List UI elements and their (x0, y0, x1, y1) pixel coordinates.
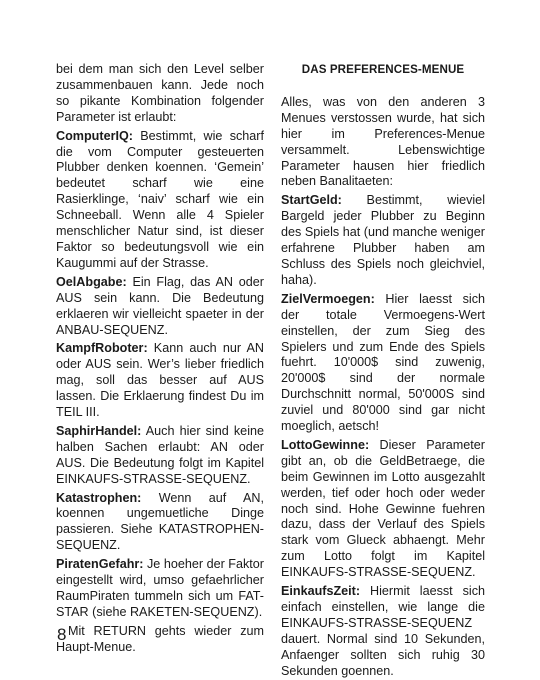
entry-start-geld (281, 193, 485, 288)
entry-kampf-roboter (56, 341, 264, 421)
entry-computer-iq (56, 129, 264, 272)
entry-oel-abgabe (56, 275, 264, 339)
entry-text: Wenn auf AN, koennen ungemuetliche Dinge passieren. Siehe KATASTROPHEN-SEQUENZ. (56, 490, 264, 553)
entry-term: StartGeld: (281, 193, 342, 208)
entry-katastrophen (56, 491, 264, 555)
left-closing-paragraph: Mit RETURN gehts wieder zum Haupt-Menue. (56, 623, 264, 654)
page-number: 8 (57, 625, 67, 644)
entry-einkaufs-zeit (281, 584, 485, 679)
entry-term: OelAbgabe: (56, 274, 127, 289)
entry-text: Bestimmt, wie scharf die vom Computer gesteuerten Plubber denken koennen. ‘Gemein’ bedeutet scharf wie eine Rasierklinge, ‘naiv’ scharf wie ein Schneeball. Wenn alle 4 Spieler menschlicher Natur sind, ist dieser Faktor so bedeutungsvoll wie ein Kaugummi auf der Strasse. (56, 128, 264, 270)
entry-term: ZielVermoegen: (281, 291, 375, 306)
entry-saphir-handel (56, 424, 264, 488)
entry-term: LottoGewinne: (281, 437, 370, 452)
entry-ziel-vermoegen (281, 292, 485, 435)
entry-text: Bestimmt, wieviel Bargeld jeder Plubber zu Beginn des Spiels hat (und manche weniger erfahrene Plubber haben am Schluss des Spiels noch gleichviel, haha). (281, 193, 485, 287)
entry-text: Kann auch nur AN oder AUS sein. Wer’s lieber friedlich mag, soll das besser auf AUS lassen. Die Erklaerung findest Du im TEIL III. (56, 341, 264, 420)
entry-term: SaphirHandel: (56, 423, 142, 438)
entry-text: Dieser Parameter gibt an, ob die GeldBetraege, die beim Gewinnen im Lotto ausgezahlt werden, tief oder hoch oder weder noch sind. Hohe Gewinne fuehren dazu, dass der Verlauf des Spiels stark vom Glueck abhaengt. Mehr zum Lotto folgt im Kapitel EINKAUFS-STRASSE-SEQUENZ. (281, 437, 485, 580)
entry-text: Ein Flag, das AN oder AUS sein kann. Die Bedeutung erklaeren wir vielleicht spaeter in der ANBAU-SEQUENZ. (56, 274, 264, 337)
left-column (56, 62, 264, 656)
entry-text: Auch hier sind keine halben Sachen erlaubt: AN oder AUS. Die Bedeutung folgt im Kapitel EINKAUFS-STRASSE-SEQUENZ. (56, 423, 264, 486)
entry-text: Je hoeher der Faktor eingestellt wird, umso gefaehrlicher RaumPiraten tummeln sich um FAT-STAR (siehe RAKETEN-SEQUENZ). (56, 557, 264, 619)
entry-term: Katastrophen: (56, 490, 142, 505)
entry-term: EinkaufsZeit: (281, 584, 361, 599)
entry-text: Hiermit laesst sich einfach einstellen, wie lange die EINKAUFS-STRASSE-SEQUENZ dauert. Normal sind 10 Sekunden, Anfaenger sollten sich ruhig 30 Sekunden goennen. (281, 584, 485, 678)
right-intro-paragraph: Alles, was von den anderen 3 Menues verstossen wurde, hat sich hier im Preferences-Menue versammelt. Lebenswichtige Parameter hausen hier friedlich neben Banalitaeten: (281, 94, 485, 189)
entry-text: Hier laesst sich der totale Vermoegens-Wert einstellen, der zum Sieg des Spielers und zum Ende des Spiels fuehrt. 10'000$ sind zuwenig, 20'000$ sind der normale Durchschnitt normal, 50'000S sind zuviel und 80'000 sind gar nicht moeglich, aetsch! (281, 291, 485, 434)
entry-piraten-gefahr (56, 557, 264, 621)
entry-term: PiratenGefahr: (56, 557, 144, 572)
entry-lotto-gewinne (281, 438, 485, 581)
section-heading: DAS PREFERENCES-MENUE (301, 63, 465, 76)
left-intro-paragraph: bei dem man sich den Level selber zusammenbauen kann. Jede noch so pikante Kombination folgender Parameter ist erlaubt: (56, 62, 264, 124)
entry-term: KampfRoboter: (56, 341, 148, 356)
entry-term: ComputerIQ: (56, 128, 133, 143)
right-column (281, 62, 485, 680)
